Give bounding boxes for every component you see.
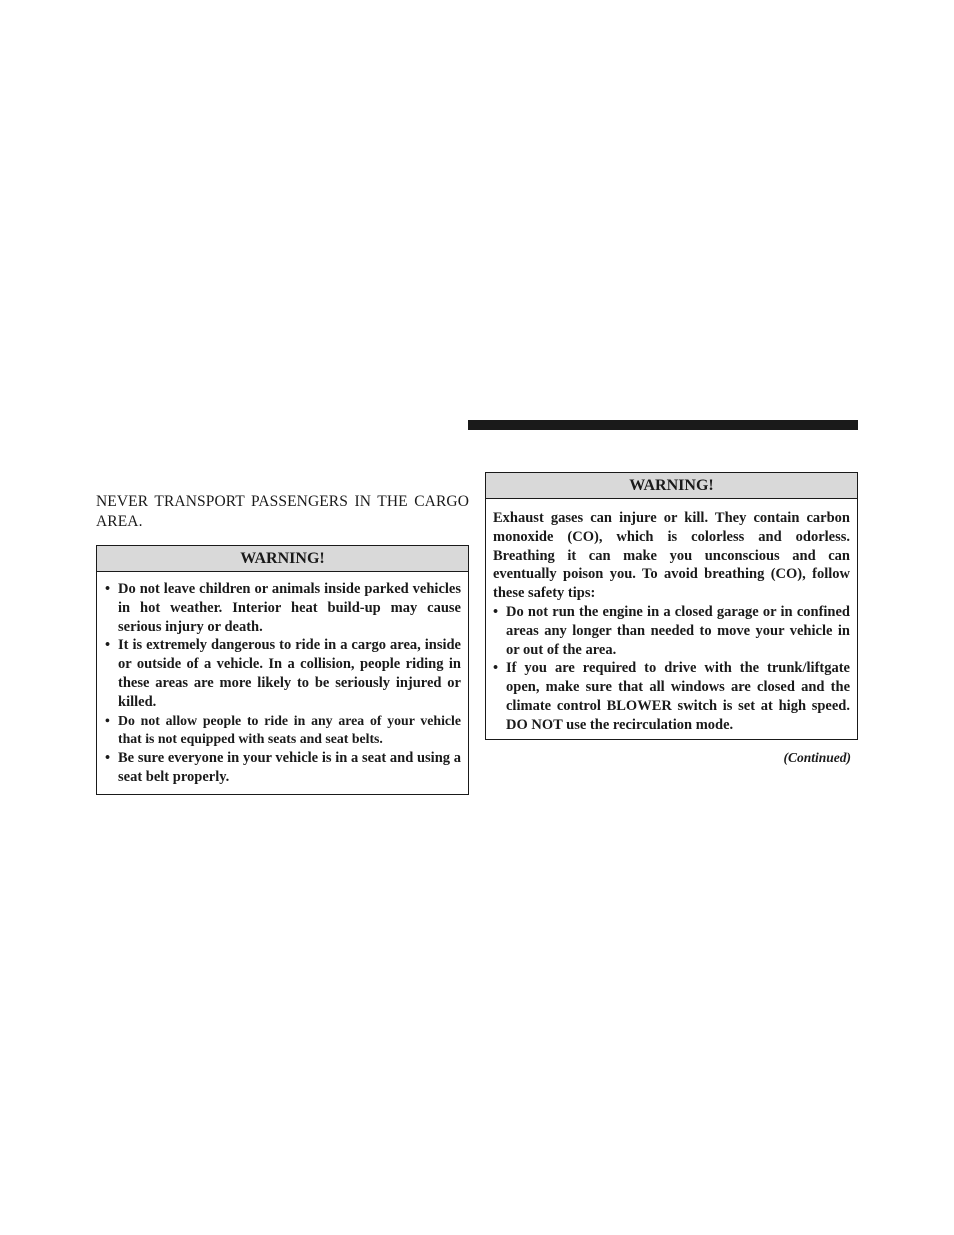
warning-title: WARNING!: [486, 473, 857, 499]
warning-item: • If you are required to drive with the trunk/liftgate open, make sure that all windows are closed and the climate control BLOWER switch is set at high speed. DO NOT use the recirculation mode.: [493, 659, 850, 734]
continued-label: (Continued): [783, 750, 851, 765]
warning-box-exhaust: [485, 472, 858, 740]
warning-list: [105, 580, 461, 787]
warning-intro: Exhaust gases can injure or kill. They contain carbon monoxide (CO), which is colorless and odorless. Breathing it can make you unconscious and can eventually poison you. To avoid breathing (CO), follow these safety tips:: [493, 510, 850, 602]
warning-box-passengers: [96, 545, 469, 795]
warning-list: [493, 603, 850, 735]
warning-item: • Do not run the engine in a closed garage or in confined areas any longer than needed to move your vehicle in or out of the area.: [493, 603, 850, 659]
section-rule: [468, 420, 858, 430]
warning-title: WARNING!: [97, 546, 468, 572]
warning-item: • It is extremely dangerous to ride in a cargo area, inside or outside of a vehicle. In a collision, people riding in these areas are more likely to be seriously injured or killed.: [105, 636, 461, 711]
warning-item: • Be sure everyone in your vehicle is in a seat and using a seat belt properly.: [105, 749, 461, 787]
warning-item: • Do not allow people to ride in any area of your vehicle that is not equipped with seats and seat belts.: [105, 712, 461, 750]
intro-text: NEVER TRANSPORT PASSENGERS IN THE CARGO AREA.: [96, 493, 469, 530]
warning-item: • Do not leave children or animals inside parked vehicles in hot weather. Interior heat build-up may cause serious injury or death.: [105, 580, 461, 636]
warning-body: [97, 572, 468, 787]
warning-body: [486, 499, 857, 735]
